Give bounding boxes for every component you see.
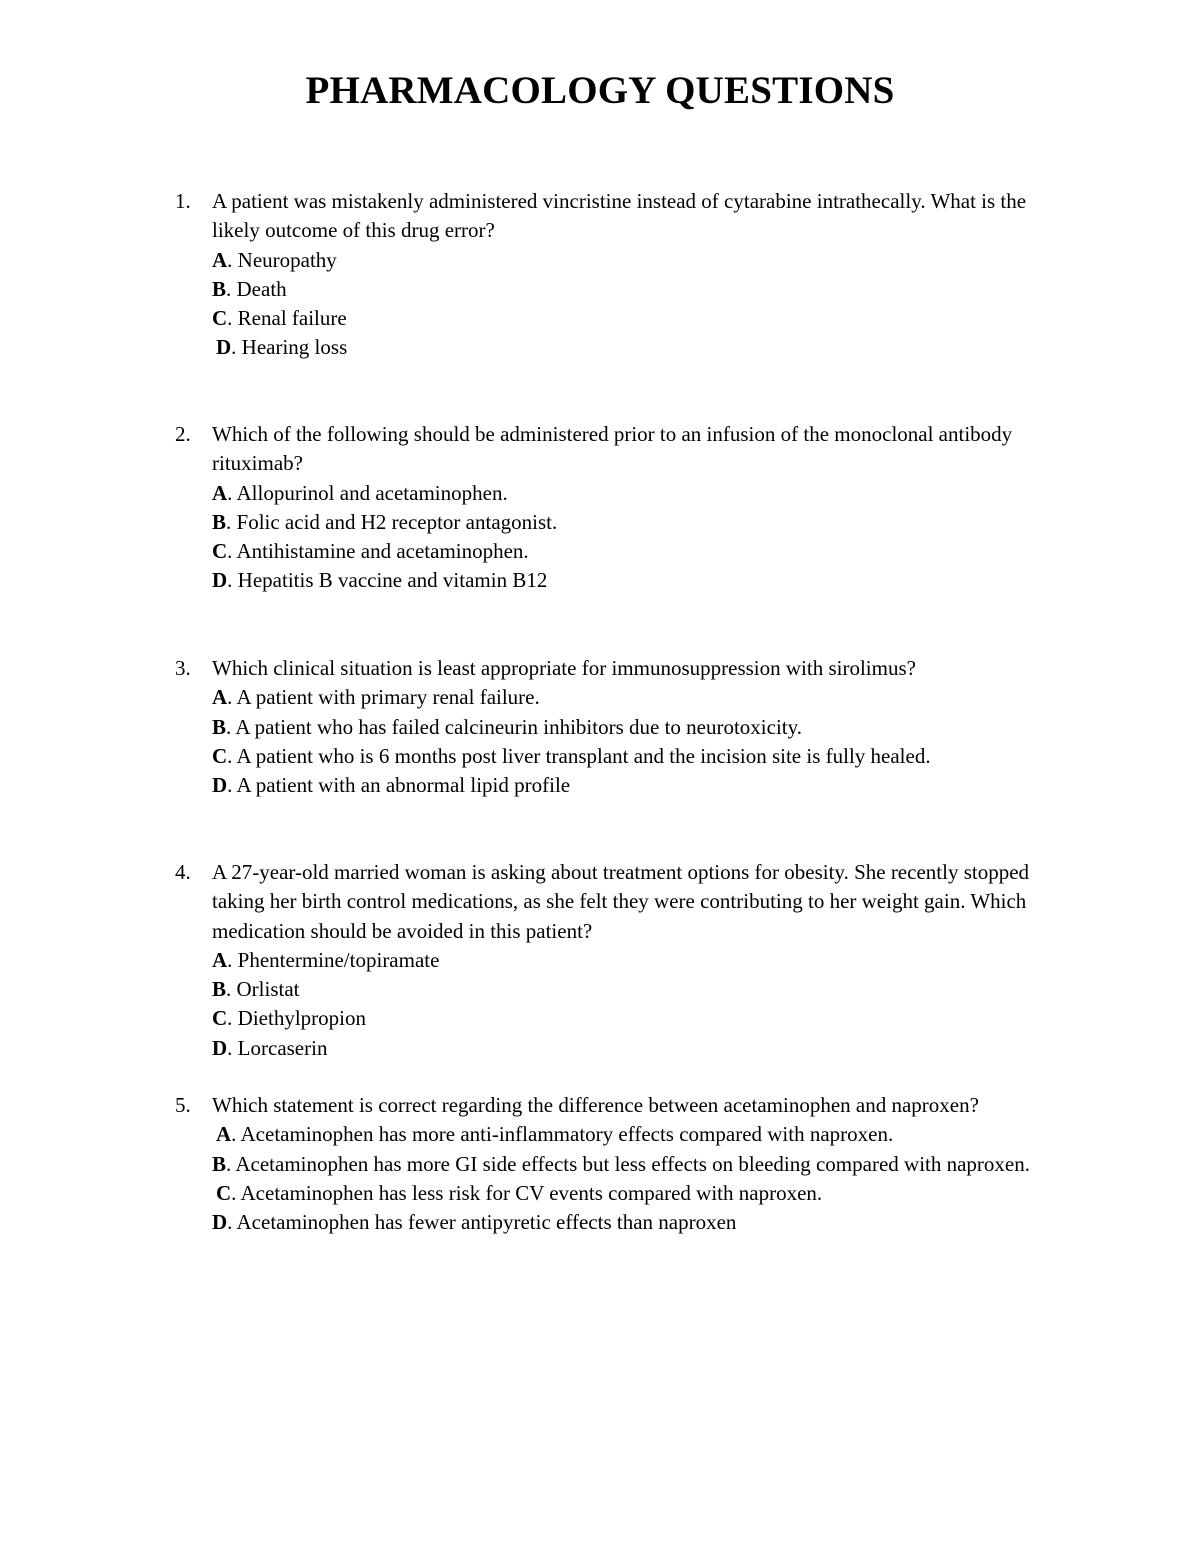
option-text: A patient with primary renal failure.	[236, 685, 540, 710]
question-body	[212, 654, 1062, 800]
question-stem: Which statement is correct regarding the difference between acetaminophen and naproxen?	[212, 1093, 979, 1117]
option-c: C. Acetaminophen has less risk for CV events compared with naproxen.	[216, 1180, 823, 1205]
question-number: 4.	[175, 860, 191, 884]
question-number: 5.	[175, 1093, 191, 1117]
option-b: B. Orlistat	[212, 977, 300, 1002]
page-title: PHARMACOLOGY QUESTIONS	[305, 69, 895, 112]
option-c: C. Diethylpropion	[212, 1006, 366, 1031]
question-stem: Which clinical situation is least appropriate for immunosuppression with sirolimus?	[212, 656, 916, 680]
option-text: Neuropathy	[237, 247, 337, 272]
option-letter: C	[212, 306, 228, 331]
option-letter: B	[212, 509, 227, 534]
option-letter: A	[216, 1122, 232, 1147]
question-stem: A 27-year-old married woman is asking about treatment options for obesity. She recently stopped taking her birth control medications, as she felt they were contributing to her weight gain. Which medication should be avoided in this patient?	[212, 860, 1030, 943]
option-a: A. Phentermine/topiramate	[212, 947, 440, 972]
option-a: A. Neuropathy	[212, 247, 337, 272]
option-text: Hearing loss	[241, 335, 348, 360]
option-letter: D	[212, 1035, 228, 1060]
option-letter: D	[212, 773, 228, 798]
option-letter: B	[212, 714, 227, 739]
option-text: A patient with an abnormal lipid profile	[236, 773, 571, 798]
option-letter: D	[212, 1210, 228, 1235]
option-text: Folic acid and H2 receptor antagonist.	[236, 509, 558, 534]
option-text: Acetaminophen has more anti-inflammatory effects compared with naproxen.	[240, 1122, 894, 1147]
option-d: D. Hearing loss	[216, 335, 348, 360]
question-body	[212, 187, 1062, 363]
option-text: Lorcaserin	[237, 1035, 328, 1060]
option-c: C. Antihistamine and acetaminophen.	[212, 539, 529, 564]
option-text: Phentermine/topiramate	[237, 947, 440, 972]
option-text: Death	[236, 276, 287, 301]
question-stem: A patient was mistakenly administered vincristine instead of cytarabine intrathecally. What is the likely outcome of this drug error?	[212, 189, 1027, 243]
option-letter: A	[212, 480, 228, 505]
option-a: A. Allopurinol and acetaminophen.	[212, 480, 508, 505]
option-letter: B	[212, 977, 227, 1002]
option-b: B. Death	[212, 276, 287, 301]
option-b: B. Folic acid and H2 receptor antagonist.	[212, 509, 558, 534]
question-stem: Which of the following should be administered prior to an infusion of the monoclonal antibody rituximab?	[212, 422, 1013, 476]
option-a: A. Acetaminophen has more anti-inflammatory effects compared with naproxen.	[216, 1122, 894, 1147]
question-body	[212, 1091, 1062, 1237]
option-text: Renal failure	[237, 306, 347, 331]
option-c: C. A patient who is 6 months post liver transplant and the incision site is fully healed.	[212, 743, 931, 768]
option-text: Acetaminophen has fewer antipyretic effects than naproxen	[236, 1210, 737, 1235]
option-text: Antihistamine and acetaminophen.	[236, 539, 529, 564]
option-d: D. A patient with an abnormal lipid profile	[212, 773, 571, 798]
option-text: A patient who is 6 months post liver transplant and the incision site is fully healed.	[236, 743, 931, 768]
option-letter: A	[212, 247, 228, 272]
question-body	[212, 420, 1062, 596]
question-body	[212, 858, 1062, 1063]
option-letter: B	[212, 276, 227, 301]
option-b: B. A patient who has failed calcineurin inhibitors due to neurotoxicity.	[212, 714, 803, 739]
option-b: B. Acetaminophen has more GI side effects but less effects on bleeding compared with naproxen.	[212, 1151, 1030, 1176]
option-text: A patient who has failed calcineurin inhibitors due to neurotoxicity.	[235, 714, 803, 739]
option-text: Acetaminophen has more GI side effects but less effects on bleeding compared with naproxen.	[235, 1151, 1030, 1176]
option-letter: A	[212, 947, 228, 972]
option-letter: C	[212, 539, 228, 564]
option-letter: B	[212, 1151, 227, 1176]
option-letter: D	[212, 568, 228, 593]
option-letter: C	[212, 1006, 228, 1031]
question-number: 2.	[175, 422, 191, 446]
option-letter: A	[212, 685, 228, 710]
question-number: 1.	[175, 189, 191, 213]
option-letter: C	[212, 743, 228, 768]
option-a: A. A patient with primary renal failure.	[212, 685, 540, 710]
option-letter: C	[216, 1180, 232, 1205]
question-number: 3.	[175, 656, 191, 680]
option-d: D. Acetaminophen has fewer antipyretic effects than naproxen	[212, 1210, 737, 1235]
option-text: Diethylpropion	[237, 1006, 366, 1031]
option-d: D. Hepatitis B vaccine and vitamin B12	[212, 568, 548, 593]
option-c: C. Renal failure	[212, 306, 347, 331]
option-d: D. Lorcaserin	[212, 1035, 328, 1060]
option-letter: D	[216, 335, 232, 360]
option-text: Allopurinol and acetaminophen.	[236, 480, 508, 505]
option-text: Hepatitis B vaccine and vitamin B12	[237, 568, 548, 593]
option-text: Acetaminophen has less risk for CV events compared with naproxen.	[240, 1180, 823, 1205]
option-text: Orlistat	[236, 977, 300, 1002]
